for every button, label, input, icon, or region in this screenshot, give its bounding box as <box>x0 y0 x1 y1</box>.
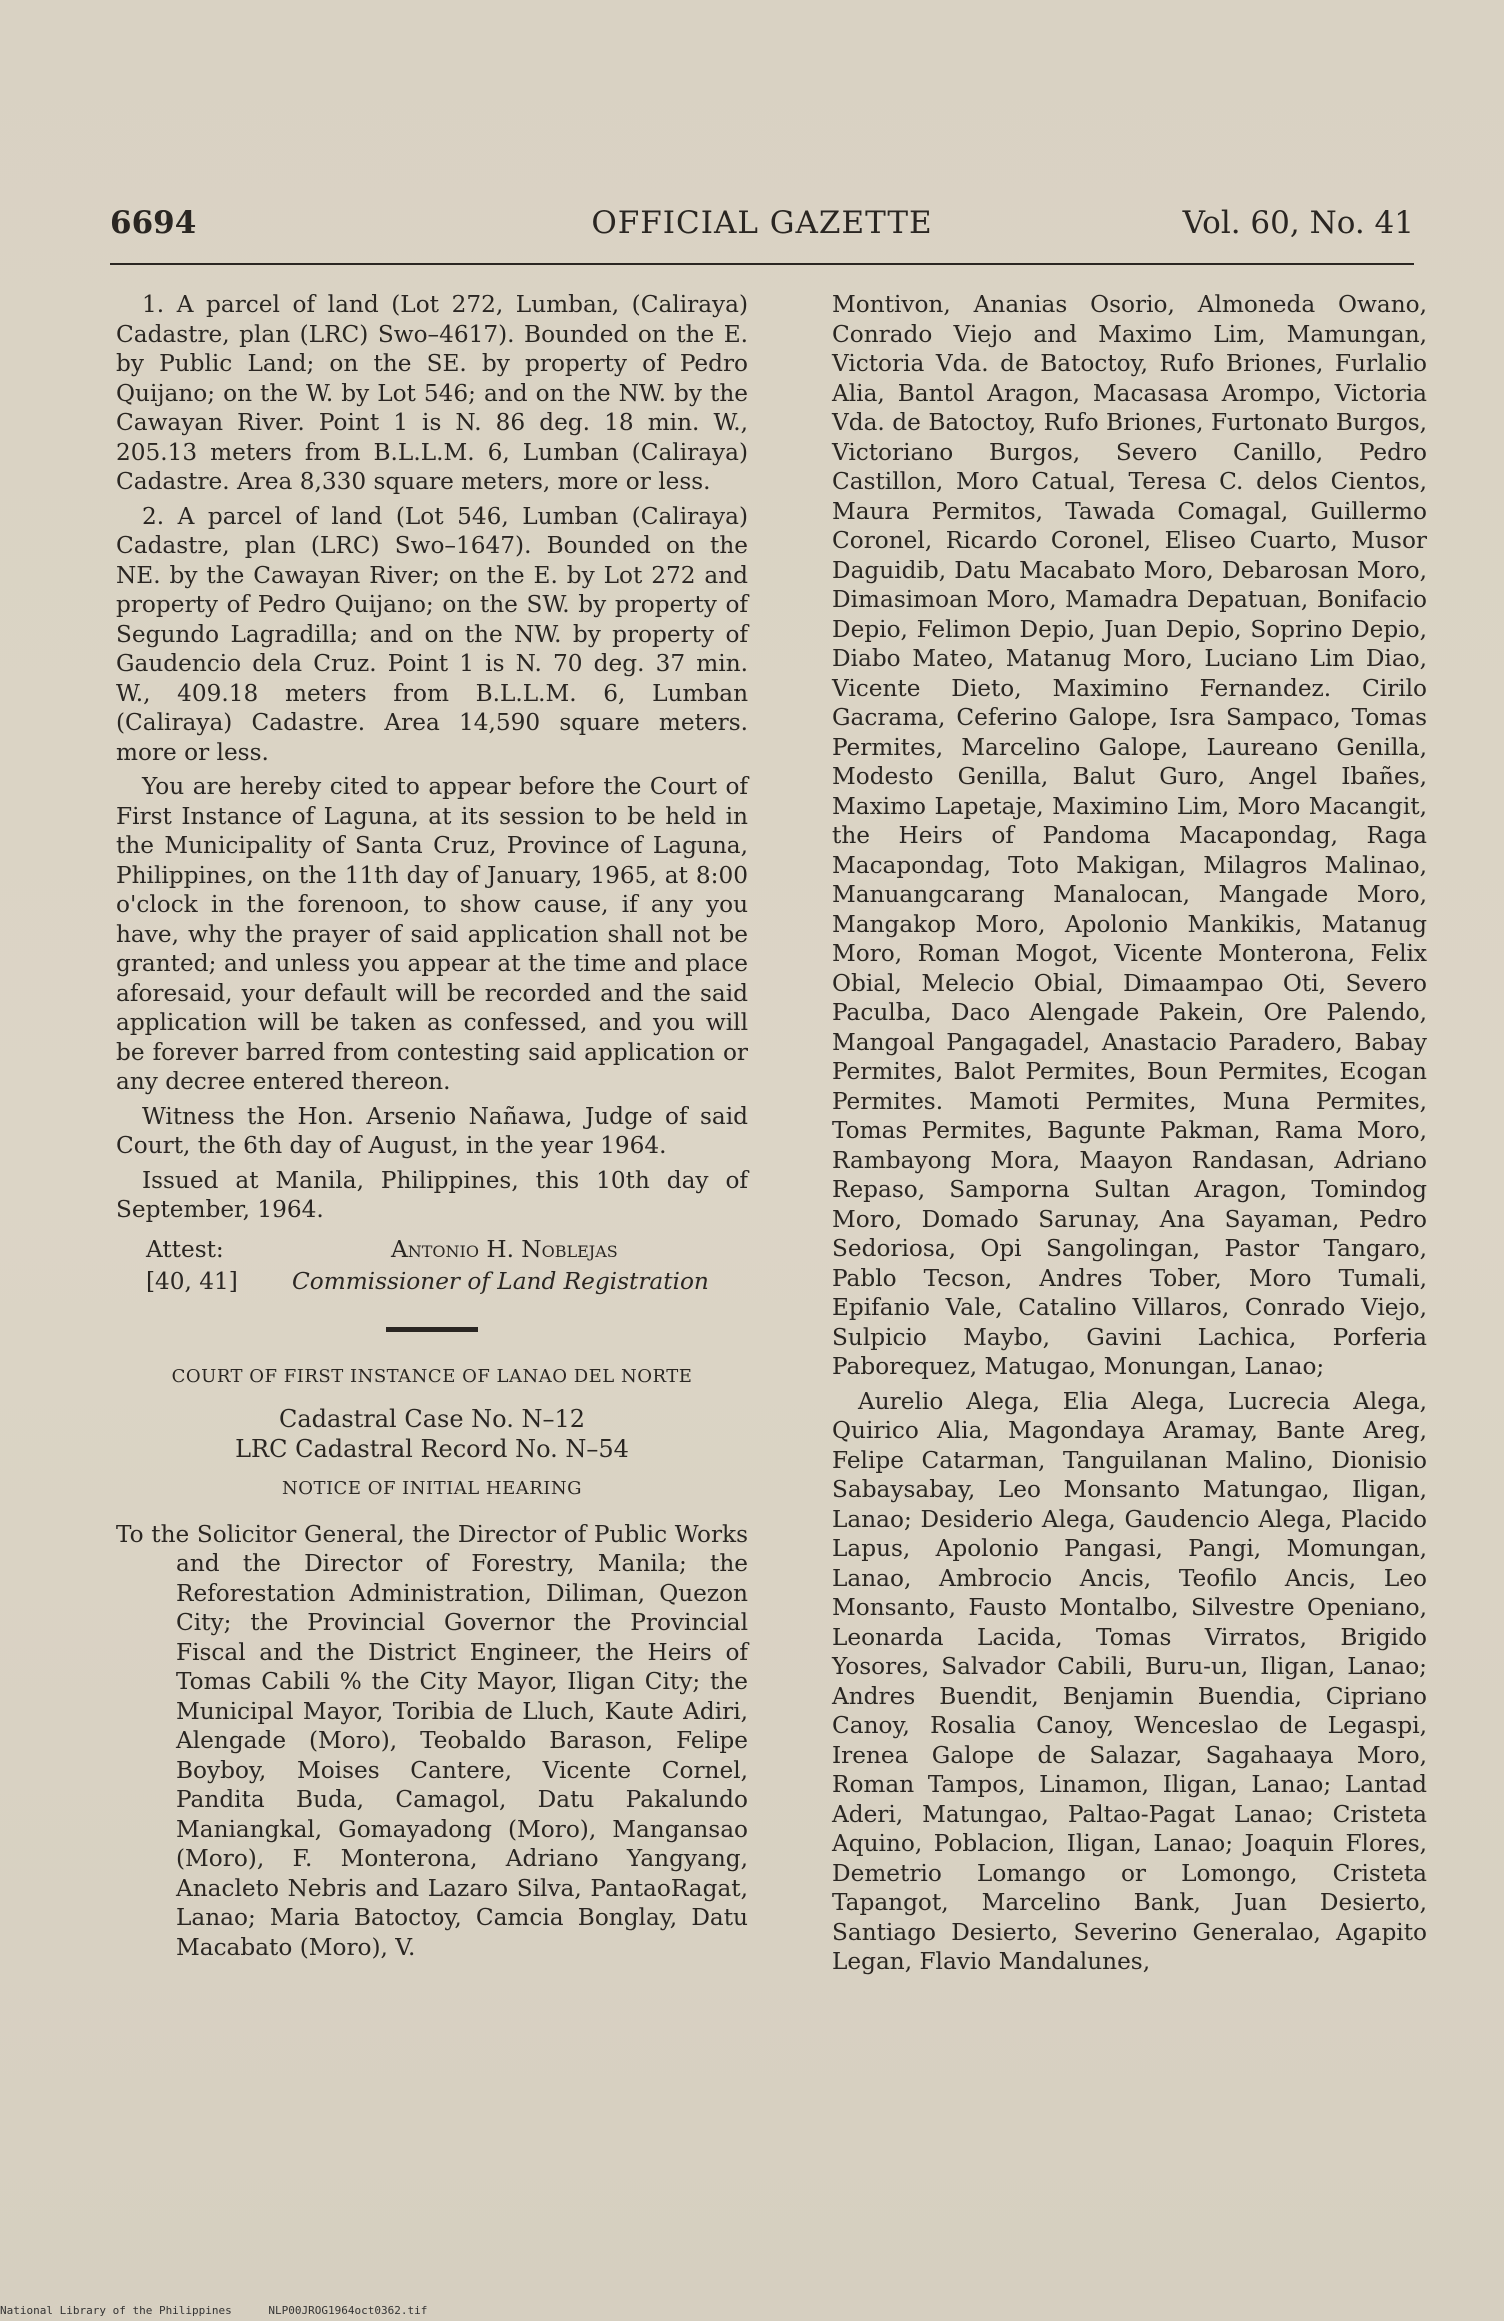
parcel-2-paragraph: 2. A parcel of land (Lot 546, Lumban (Caliraya) Cadastre, plan (LRC) Swo–1647). Bounded on the NE. by the Cawayan River; on the E. by Lot 272 and property of Pedro Quijano; on the SW. by property of Segundo Lagradilla; and on the NW. by property of Gaudencio dela Cruz. Point 1 is N. 70 deg. 37 min. W., 409.18 meters from B.L.L.M. 6, Lumban (Caliraya) Cadastre. Area 14,590 square meters. more or less. <box>116 502 748 766</box>
right-column <box>832 290 1427 1982</box>
record-number: LRC Cadastral Record No. N–54 <box>235 1434 629 1463</box>
addressees-paragraph: To the Solicitor General, the Director of Public Works and the Director of Forestry, Manila; the Reforestation Administration, Diliman, Quezon City; the Provincial Governor the Provincial Fiscal and the District Engineer, the Heirs of Tomas Cabili % the City Mayor, Iligan City; the Municipal Mayor, Toribia de Lluch, Kaute Adiri, Alengade (Moro), Teobaldo Barason, Felipe Boyboy, Moises Cantere, Vicente Cornel, Pandita Buda, Camagol, Datu Pakalundo Maniangkal, Gomayadong (Moro), Mangansao (Moro), F. Monterona, Adriano Yangyang, Anacleto Nebris and Lazaro Silva, PantaoRagat, Lanao; Maria Batoctoy, Camcia Bonglay, Datu Macabato (Moro), V. <box>116 1520 748 1961</box>
parcel-1-paragraph: 1. A parcel of land (Lot 272, Lumban, (Caliraya) Cadastre, plan (LRC) Swo–4617). Bounded on the E. by Public Land; on the SE. by property of Pedro Quijano; on the W. by Lot 546; and on the NW. by the Cawayan River. Point 1 is N. 86 deg. 18 min. W., 205.13 meters from B.L.L.M. 6, Lumban (Caliraya) Cadastre. Area 8,330 square meters, more or less. <box>116 291 748 495</box>
page-header <box>110 205 1414 255</box>
citation-paragraph: You are hereby cited to appear before the Court of First Instance of Laguna, at its session to be held in the Municipality of Santa Cruz, Province of Laguna, Philippines, on the 11th day of January, 1965, at 8:00 o'clock in the forenoon, to show cause, if any you have, why the prayer of said application shall not be granted; and unless you appear at the time and place aforesaid, your default will be recorded and the said application will be taken as confessed, and you will be forever barred from contesting said application or any decree entered thereon. <box>116 773 748 1095</box>
section-divider <box>386 1327 478 1332</box>
names-paragraph-2: Aurelio Alega, Elia Alega, Lucrecia Alega, Quirico Alia, Magondaya Aramay, Bante Areg, Felipe Catarman, Tanguilanan Malino, Dionisio Sabaysabay, Leo Monsanto Matungao, Iligan, Lanao; Desiderio Alega, Gaudencio Alega, Placido Lapus, Apolonio Pangasi, Pangi, Momungan, Lanao, Ambrocio Ancis, Teofilo Ancis, Leo Monsanto, Fausto Montalbo, Silvestre Openiano, Leonarda Lacida, Tomas Virratos, Brigido Yosores, Salvador Cabili, Buru-un, Iligan, Lanao; Andres Buendit, Benjamin Buendia, Cipriano Canoy, Rosalia Canoy, Wenceslao de Legaspi, Irenea Galope de Salazar, Sagahaaya Moro, Roman Tampos, Linamon, Iligan, Lanao; Lantad Aderi, Matungao, Paltao-Pagat Lanao; Cristeta Aquino, Poblacion, Iligan, Lanao; Joaquin Flores, Demetrio Lomango or Lomongo, Cristeta Tapangot, Marcelino Bank, Juan Desierto, Santiago Desierto, Severino Generalao, Agapito Legan, Flavio Mandalunes, <box>832 1387 1427 1975</box>
attest-reference: [40, 41] <box>146 1267 238 1295</box>
notice-heading: NOTICE OF INITIAL HEARING <box>281 1478 583 1499</box>
signatory-title: Commissioner of Land Registration <box>292 1267 709 1295</box>
names-paragraph-1: Montivon, Ananias Osorio, Almoneda Owano, Conrado Viejo and Maximo Lim, Mamungan, Victoria Vda. de Batoctoy, Rufo Briones, Furlalio Alia, Bantol Aragon, Macasasa Arompo, Victoria Vda. de Batoctoy, Rufo Briones, Furtonato Burgos, Victoriano Burgos, Severo Canillo, Pedro Castillon, Moro Catual, Teresa C. delos Cientos, Maura Permitos, Tawada Comagal, Guillermo Coronel, Ricardo Coronel, Eliseo Cuarto, Musor Daguidib, Datu Macabato Moro, Debarosan Moro, Dimasimoan Moro, Mamadra Depatuan, Bonifacio Depio, Felimon Depio, Juan Depio, Soprino Depio, Diabo Mateo, Matanug Moro, Luciano Lim Diao, Vicente Dieto, Maximino Fernandez. Cirilo Gacrama, Ceferino Galope, Isra Sampaco, Tomas Permites, Marcelino Galope, Laureano Genilla, Modesto Genilla, Balut Guro, Angel Ibañes, Maximo Lapetaje, Maximino Lim, Moro Macangit, the Heirs of Pandoma Macapondag, Raga Macapondag, Toto Makigan, Milagros Malinao, Manuangcarang Manalocan, Mangade Moro, Mangakop Moro, Apolonio Mankikis, Matanug Moro, Roman Mogot, Vicente Monterona, Felix Obial, Melecio Obial, Dimaampao Oti, Severo Paculba, Daco Alengade Pakein, Ore Palendo, Mangoal Pangagadel, Anastacio Paradero, Babay Permites, Balot Permites, Boun Permites, Ecogan Permites. Mamoti Permites, Muna Permites, Tomas Permites, Bagunte Pakman, Rama Moro, Rambayong Mora, Maayon Randasan, Adriano Repaso, Samporna Sultan Aragon, Tomindog Moro, Domado Sarunay, Ana Sayaman, Pedro Sedoriosa, Opi Sangolingan, Pastor Tangaro, Pablo Tecson, Andres Tober, Moro Tumali, Epifanio Vale, Catalino Villaros, Conrado Viejo, Sulpicio Maybo, Gavini Lachica, Porferia Paborequez, Matugao, Monungan, Lanao; <box>832 291 1427 1380</box>
file-name: NLP00JROG1964oct0362.tif <box>268 2304 428 2317</box>
issued-paragraph: Issued at Manila, Philippines, this 10th day of September, 1964. <box>116 1166 748 1223</box>
header-rule <box>110 263 1414 265</box>
volume-number: Vol. 60, No. 41 <box>1182 205 1414 241</box>
court-heading: COURT OF FIRST INSTANCE OF LANAO DEL NORTE <box>171 1365 693 1387</box>
attest-label: Attest: <box>146 1235 224 1263</box>
library-credit: National Library of the Philippines <box>0 2304 232 2317</box>
attestation-block <box>116 1235 748 1299</box>
page-number: 6694 <box>110 205 197 241</box>
case-number: Cadastral Case No. N–12 <box>278 1405 586 1433</box>
scan-footer <box>0 2304 427 2317</box>
signatory-name: Antonio H. Noblejas <box>391 1235 618 1263</box>
left-column <box>116 290 748 1967</box>
publication-title: OFFICIAL GAZETTE <box>591 205 933 241</box>
witness-paragraph: Witness the Hon. Arsenio Nañawa, Judge of said Court, the 6th day of August, in the year 1964. <box>116 1102 748 1159</box>
